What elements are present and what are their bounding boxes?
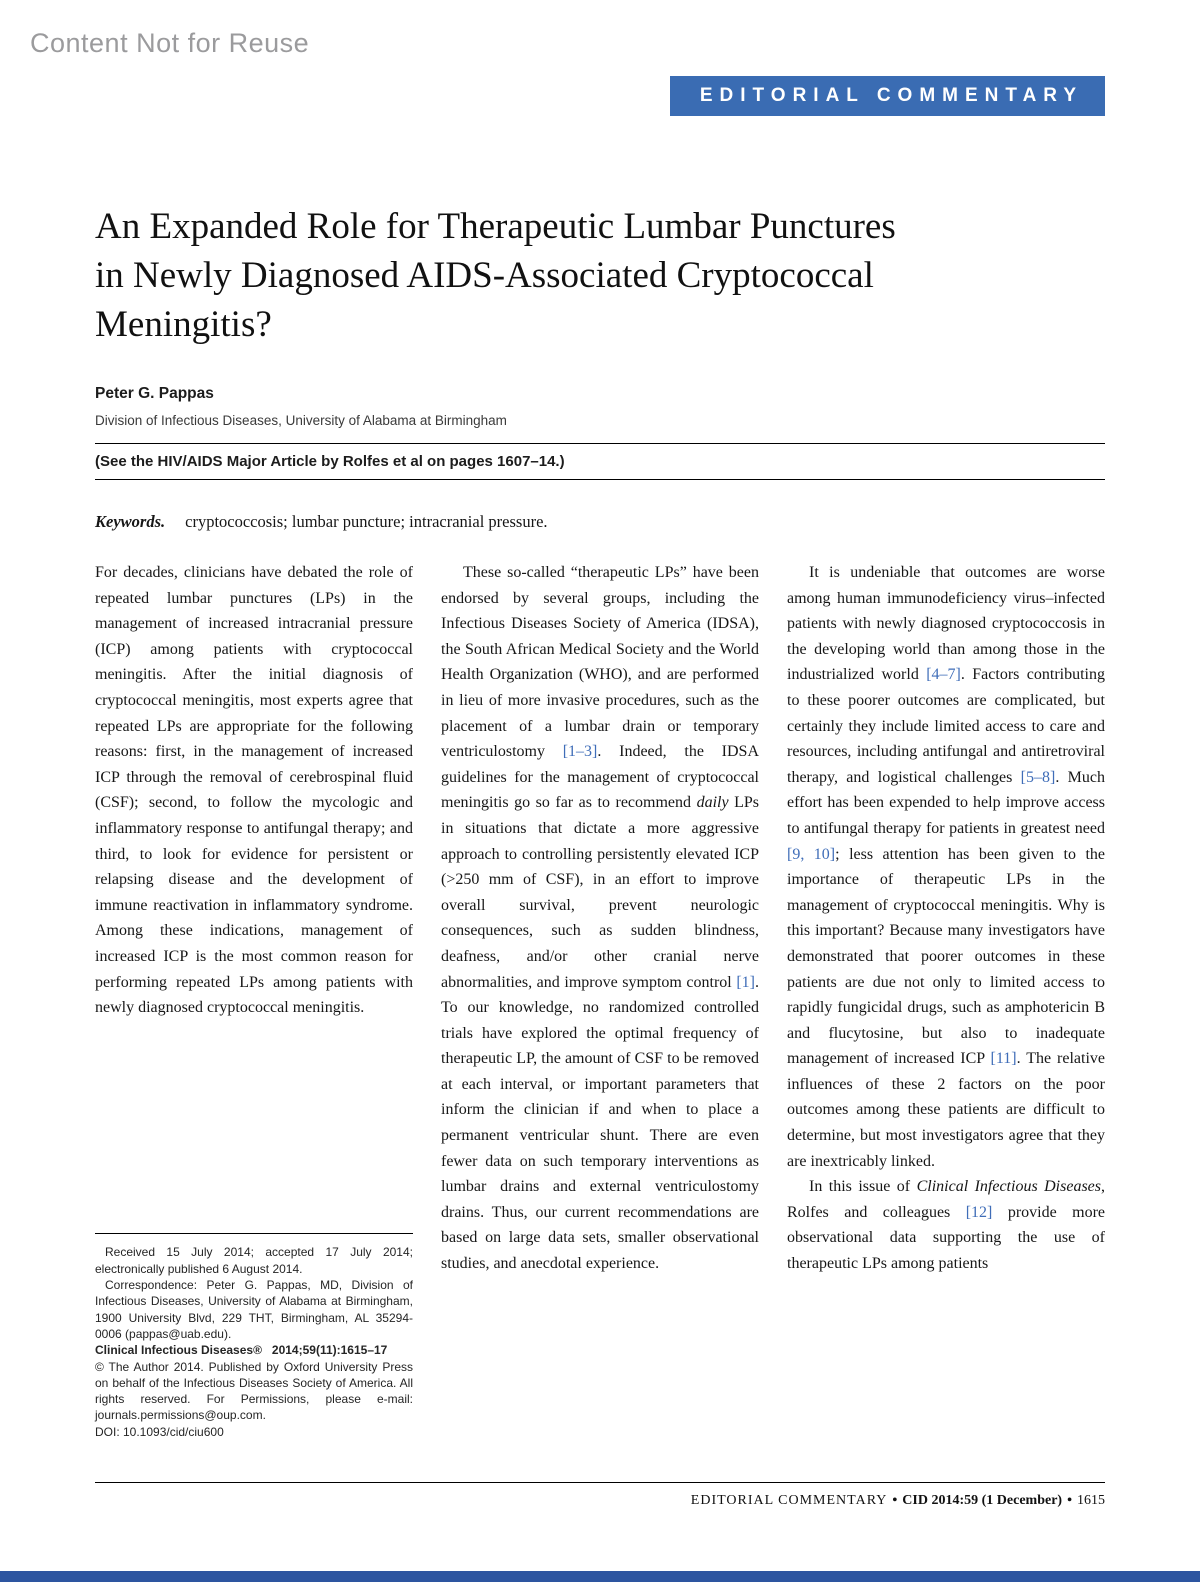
footnote-doi: DOI: 10.1093/cid/ciu600 <box>95 1424 224 1439</box>
article-content <box>0 202 1200 1509</box>
footer-running-head: EDITORIAL COMMENTARY <box>690 1493 888 1508</box>
title-line: in Newly Diagnosed AIDS-Associated Cryptococcal <box>95 255 874 296</box>
paragraph: For decades, clinicians have debated the role of repeated lumbar punctures (LPs) in the management of increased intracranial pressure (ICP) among patients with cryptococcal meningitis. After the initial diagnosis of cryptococcal meningitis, most experts agree that repeated LPs are appropriate for the following reasons: first, in the management of increased ICP through the removal of cerebrospinal fluid (CSF); second, to follow the mycologic and inflammatory response to antifungal therapy; and third, to look for evidence for persistent or relapsing disease and the development of immune reactivation in inflammatory syndrome. Among these indications, management of increased ICP is the most common reason for performing repeated LPs among patients with newly diagnosed cryptococcal meningitis. <box>95 564 413 1017</box>
body-column-1 <box>95 560 413 1440</box>
footnote-correspondence: Correspondence: Peter G. Pappas, MD, Division of Infectious Diseases, University of Alabama at Birmingham, 1900 University Blvd, 229 THT, Birmingham, AL 35294-0006 (pappas@uab.edu). <box>95 1278 413 1341</box>
bottom-accent-bar <box>0 1571 1200 1582</box>
paragraph: These so-called “therapeutic LPs” have been endorsed by several groups, including the Infectious Diseases Society of America (IDSA), the South African Medical Society and the World Health Organization (WHO), and are performed in lieu of more invasive procedures, such as the placement of a lumbar drain or temporary ventriculostomy [1–3]. Indeed, the IDSA guidelines for the management of cryptococcal meningitis go so far as to recommend daily LPs in situations that dictate a more aggressive approach to controlling persistently elevated ICP (>250 mm of CSF), in an effort to improve overall survival, prevent neurologic consequences, such as sudden blindness, deafness, and/or other cranial nerve abnormalities, and improve symptom control [1]. To our knowledge, no randomized controlled trials have explored the optimal frequency of therapeutic LP, the amount of CSF to be removed at each interval, or important parameters that inform the clinician if and when to place a permanent ventricular shunt. There are even fewer data on such temporary interventions as lumbar drains and external ventriculostomy drains. Thus, our current recommendations are based on large data sets, smaller observational studies, and anecdotal experience. <box>441 564 759 1273</box>
title-line: Meningitis? <box>95 304 272 345</box>
author-name: Peter G. Pappas <box>95 385 214 402</box>
banner-label: EDITORIAL COMMENTARY <box>699 85 1083 106</box>
page-footer <box>95 1482 1105 1509</box>
article-footnote <box>95 1233 413 1440</box>
footer-separator: • <box>892 1493 898 1508</box>
watermark-text: Content Not for Reuse <box>30 28 310 58</box>
editorial-commentary-banner <box>670 76 1105 116</box>
see-also-note: (See the HIV/AIDS Major Article by Rolfes et al on pages 1607–14.) <box>95 443 1105 480</box>
keywords-text: cryptococcosis; lumbar puncture; intracranial pressure. <box>185 512 548 531</box>
body-columns <box>95 560 1105 1440</box>
keywords-label: Keywords. <box>95 512 166 531</box>
footer-page-number: 1615 <box>1077 1493 1105 1508</box>
footer-citation: CID 2014:59 (1 December) <box>902 1493 1063 1508</box>
footer-separator: • <box>1067 1493 1072 1508</box>
paragraph: In this issue of Clinical Infectious Diseases, Rolfes and colleagues [12] provide more observational data supporting the use of therapeutic LPs among patients <box>787 1178 1106 1273</box>
keywords-line <box>95 512 1105 532</box>
footnote-journal-line: Clinical Infectious Diseases® 2014;59(11):1615–17 <box>95 1343 388 1358</box>
author-affiliation: Division of Infectious Diseases, University of Alabama at Birmingham <box>95 413 507 428</box>
article-title <box>95 202 1105 349</box>
body-column-3 <box>787 560 1105 1440</box>
body-column-2 <box>441 560 759 1440</box>
paragraph: It is undeniable that outcomes are worse among human immunodeficiency virus–infected patients with newly diagnosed cryptococcosis in the developing world than among those in the industrialized world [4–7]. Factors contributing to these poorer outcomes are complicated, but certainly they include limited access to care and resources, including antifungal and antiretroviral therapy, and logistical challenges [5–8]. Much effort has been expended to help improve access to antifungal therapy for patients in greatest need [9, 10]; less attention has been given to the importance of therapeutic LPs in the management of cryptococcal meningitis. Why is this important? Because many investigators have demonstrated that poorer outcomes in these patients are due not only to limited access to rapidly fungicidal drugs, such as amphotericin B and flucytosine, but also to inadequate management of increased ICP [11]. The relative influences of these 2 factors on the poor outcomes among these patients are difficult to determine, but most investigators agree that they are inextricably linked. <box>787 564 1106 1170</box>
footnote-copyright: © The Author 2014. Published by Oxford University Press on behalf of the Infectious Diseases Society of America. All rights reserved. For Permissions, please e-mail: journals.permissions@oup.com. <box>95 1359 413 1423</box>
title-line: An Expanded Role for Therapeutic Lumbar Punctures <box>95 206 896 247</box>
footnote-received: Received 15 July 2014; accepted 17 July 2014; electronically published 6 August 2014. <box>95 1245 413 1276</box>
